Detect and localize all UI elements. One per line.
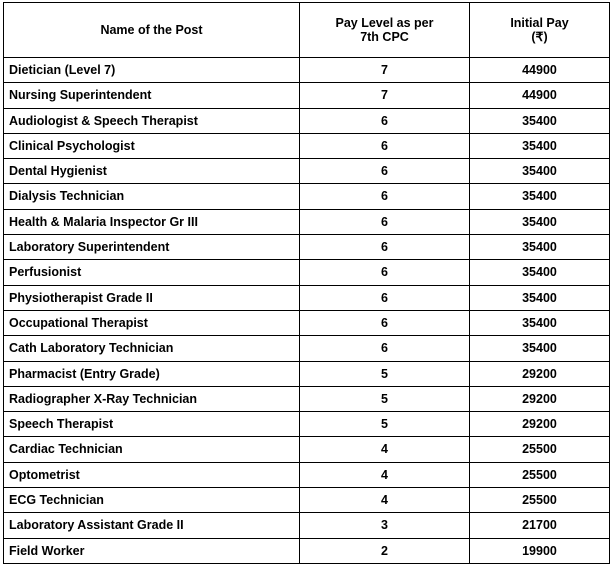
cell-initial-pay: 35400 bbox=[470, 285, 610, 310]
cell-pay-level: 6 bbox=[300, 159, 470, 184]
cell-post-name: Radiographer X-Ray Technician bbox=[4, 386, 300, 411]
cell-post-name: Cardiac Technician bbox=[4, 437, 300, 462]
cell-post-name: Occupational Therapist bbox=[4, 310, 300, 335]
cell-post-name: Dietician (Level 7) bbox=[4, 58, 300, 83]
table-row bbox=[4, 488, 610, 513]
column-header-initial-pay-line1: Initial Pay bbox=[510, 15, 569, 30]
column-header-pay-level-line2: 7th CPC bbox=[360, 30, 409, 44]
cell-post-name: Physiotherapist Grade II bbox=[4, 285, 300, 310]
cell-initial-pay: 35400 bbox=[470, 336, 610, 361]
column-header-initial-pay-line2: (₹) bbox=[531, 30, 548, 44]
cell-post-name: Cath Laboratory Technician bbox=[4, 336, 300, 361]
table-row bbox=[4, 235, 610, 260]
cell-initial-pay: 35400 bbox=[470, 184, 610, 209]
table-row bbox=[4, 285, 610, 310]
table-row bbox=[4, 310, 610, 335]
cell-pay-level: 5 bbox=[300, 361, 470, 386]
cell-post-name: Optometrist bbox=[4, 462, 300, 487]
cell-initial-pay: 35400 bbox=[470, 108, 610, 133]
cell-pay-level: 6 bbox=[300, 133, 470, 158]
cell-initial-pay: 35400 bbox=[470, 209, 610, 234]
cell-post-name: Nursing Superintendent bbox=[4, 83, 300, 108]
table-row bbox=[4, 260, 610, 285]
cell-pay-level: 4 bbox=[300, 488, 470, 513]
cell-initial-pay: 25500 bbox=[470, 488, 610, 513]
cell-initial-pay: 35400 bbox=[470, 260, 610, 285]
cell-post-name: Clinical Psychologist bbox=[4, 133, 300, 158]
cell-pay-level: 5 bbox=[300, 412, 470, 437]
cell-initial-pay: 44900 bbox=[470, 83, 610, 108]
cell-pay-level: 6 bbox=[300, 310, 470, 335]
table-header bbox=[4, 3, 610, 58]
column-header-pay-level bbox=[300, 3, 470, 58]
cell-initial-pay: 25500 bbox=[470, 462, 610, 487]
table-row bbox=[4, 437, 610, 462]
cell-pay-level: 6 bbox=[300, 209, 470, 234]
table-row bbox=[4, 83, 610, 108]
column-header-pay-level-line1: Pay Level as per bbox=[335, 15, 434, 30]
cell-pay-level: 4 bbox=[300, 462, 470, 487]
cell-pay-level: 6 bbox=[300, 260, 470, 285]
cell-initial-pay: 35400 bbox=[470, 235, 610, 260]
cell-initial-pay: 21700 bbox=[470, 513, 610, 538]
cell-initial-pay: 29200 bbox=[470, 412, 610, 437]
cell-pay-level: 6 bbox=[300, 336, 470, 361]
table-row bbox=[4, 538, 610, 563]
cell-initial-pay: 19900 bbox=[470, 538, 610, 563]
cell-initial-pay: 25500 bbox=[470, 437, 610, 462]
table-row bbox=[4, 336, 610, 361]
table-row bbox=[4, 412, 610, 437]
cell-post-name: Dental Hygienist bbox=[4, 159, 300, 184]
table-row bbox=[4, 133, 610, 158]
pay-level-table bbox=[3, 2, 610, 564]
cell-post-name: Laboratory Assistant Grade II bbox=[4, 513, 300, 538]
table-row bbox=[4, 209, 610, 234]
cell-post-name: Pharmacist (Entry Grade) bbox=[4, 361, 300, 386]
cell-initial-pay: 44900 bbox=[470, 58, 610, 83]
table-header-row bbox=[4, 3, 610, 58]
cell-post-name: Speech Therapist bbox=[4, 412, 300, 437]
table-row bbox=[4, 386, 610, 411]
cell-pay-level: 5 bbox=[300, 386, 470, 411]
table-row bbox=[4, 361, 610, 386]
cell-post-name: Laboratory Superintendent bbox=[4, 235, 300, 260]
cell-initial-pay: 35400 bbox=[470, 133, 610, 158]
cell-pay-level: 7 bbox=[300, 58, 470, 83]
table-body bbox=[4, 58, 610, 564]
cell-post-name: ECG Technician bbox=[4, 488, 300, 513]
cell-pay-level: 6 bbox=[300, 184, 470, 209]
column-header-post: Name of the Post bbox=[4, 3, 300, 58]
cell-pay-level: 7 bbox=[300, 83, 470, 108]
table-row bbox=[4, 58, 610, 83]
table-row bbox=[4, 184, 610, 209]
table-row bbox=[4, 513, 610, 538]
table-row bbox=[4, 462, 610, 487]
cell-initial-pay: 35400 bbox=[470, 159, 610, 184]
cell-initial-pay: 29200 bbox=[470, 386, 610, 411]
cell-post-name: Field Worker bbox=[4, 538, 300, 563]
cell-pay-level: 2 bbox=[300, 538, 470, 563]
table-row bbox=[4, 108, 610, 133]
cell-post-name: Dialysis Technician bbox=[4, 184, 300, 209]
cell-pay-level: 6 bbox=[300, 235, 470, 260]
cell-post-name: Audiologist & Speech Therapist bbox=[4, 108, 300, 133]
cell-pay-level: 6 bbox=[300, 285, 470, 310]
table-row bbox=[4, 159, 610, 184]
cell-pay-level: 4 bbox=[300, 437, 470, 462]
cell-pay-level: 6 bbox=[300, 108, 470, 133]
cell-initial-pay: 29200 bbox=[470, 361, 610, 386]
column-header-initial-pay bbox=[470, 3, 610, 58]
cell-pay-level: 3 bbox=[300, 513, 470, 538]
cell-initial-pay: 35400 bbox=[470, 310, 610, 335]
cell-post-name: Perfusionist bbox=[4, 260, 300, 285]
cell-post-name: Health & Malaria Inspector Gr III bbox=[4, 209, 300, 234]
